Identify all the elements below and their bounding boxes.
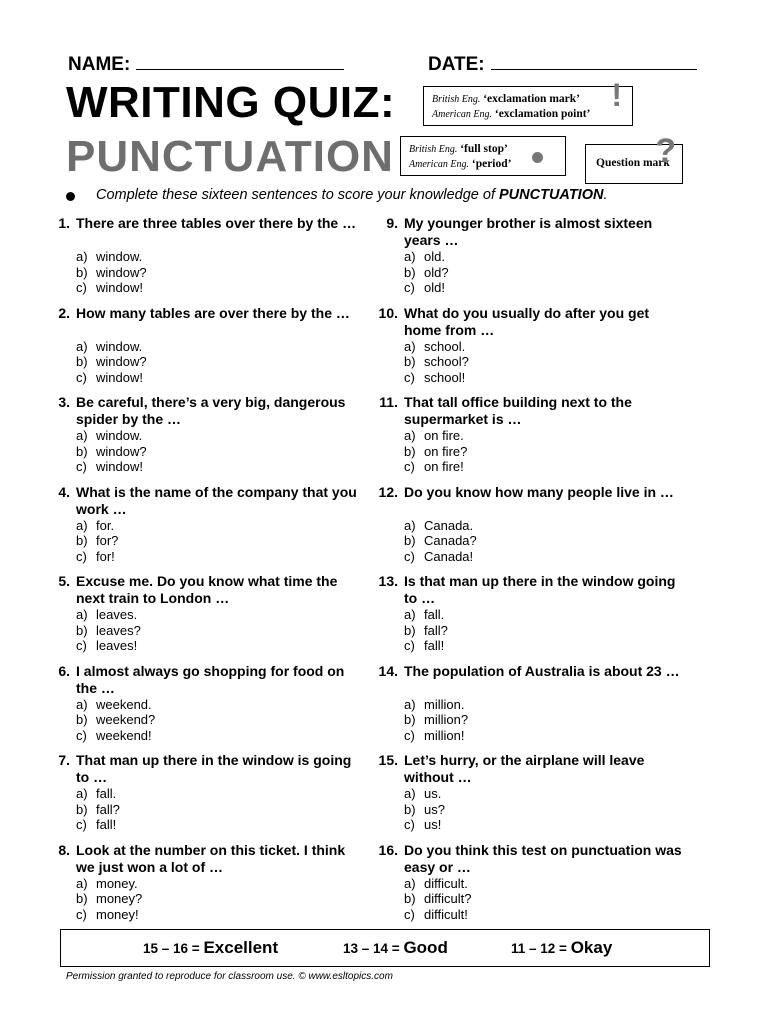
date-blank[interactable]	[491, 52, 697, 70]
option-text: window!	[96, 459, 143, 474]
score-label: Good	[403, 938, 448, 957]
score-excellent	[143, 938, 278, 958]
option-letter: c)	[76, 369, 87, 385]
answer-option[interactable]	[404, 891, 471, 907]
answer-option[interactable]	[404, 817, 445, 833]
footer-permission: Permission granted to reproduce for classroom use. © www.esltopics.com	[66, 971, 393, 982]
option-text: weekend!	[96, 727, 152, 743]
question-stem: The population of Australia is about 23 …	[404, 662, 680, 679]
answer-option[interactable]	[76, 339, 147, 355]
question-number: 10.	[378, 304, 398, 321]
british-prefix: British Eng.	[409, 144, 458, 155]
question-stem: Excuse me. Do you know what time the next train to London …	[76, 573, 338, 606]
score-label: Okay	[570, 938, 613, 957]
question-number: 11.	[379, 394, 398, 410]
question-number: 13.	[378, 573, 398, 589]
page-title: WRITING QUIZ:	[66, 78, 396, 127]
answer-option[interactable]	[404, 444, 467, 460]
score-okay	[511, 938, 612, 958]
option-letter: b)	[404, 533, 416, 548]
exclamation-info-box	[423, 77, 633, 126]
answer-option[interactable]	[76, 459, 147, 475]
answer-option[interactable]	[76, 518, 118, 534]
option-letter: c)	[404, 548, 415, 564]
option-text: us!	[424, 817, 442, 832]
british-prefix: British Eng.	[432, 94, 481, 105]
option-text: fall?	[96, 801, 120, 817]
answer-option[interactable]	[404, 786, 445, 802]
option-text: difficult.	[424, 875, 468, 891]
answer-option[interactable]	[76, 786, 120, 802]
answer-option[interactable]	[404, 370, 469, 386]
score-good	[343, 938, 448, 958]
option-text: school!	[424, 369, 466, 385]
option-letter: c)	[404, 906, 415, 922]
option-text: difficult?	[424, 891, 472, 906]
question-number: 3.	[58, 394, 70, 410]
option-letter: b)	[404, 354, 416, 369]
question-number: 14.	[378, 662, 398, 679]
british-term: ‘exclamation mark’	[483, 93, 580, 105]
answer-option[interactable]	[404, 638, 448, 654]
option-text: fall.	[424, 607, 445, 622]
option-letter: a)	[404, 786, 416, 801]
answer-option[interactable]	[404, 265, 449, 281]
question-number: 4.	[58, 483, 70, 500]
score-range: 13 – 14 =	[343, 941, 400, 956]
option-letter: a)	[404, 607, 416, 622]
question-number: 15.	[378, 752, 398, 768]
option-letter: b)	[404, 264, 416, 280]
option-text: window!	[96, 280, 143, 295]
option-text: window?	[96, 443, 147, 459]
answer-option[interactable]	[76, 354, 147, 370]
answer-option[interactable]	[404, 249, 449, 265]
answer-options	[76, 518, 118, 565]
option-text: window.	[96, 428, 143, 443]
question-number: 12.	[378, 483, 398, 500]
option-letter: b)	[76, 891, 88, 906]
answer-options	[404, 786, 445, 833]
american-prefix: American Eng.	[432, 109, 492, 120]
answer-option[interactable]	[76, 802, 120, 818]
option-text: window.	[96, 249, 143, 264]
question-stem: What is the name of the company that you work …	[76, 483, 357, 517]
option-letter: c)	[76, 280, 87, 295]
option-text: window!	[96, 369, 143, 385]
answer-option[interactable]	[76, 607, 141, 623]
answer-option[interactable]	[76, 623, 141, 639]
question-stem: My younger brother is almost sixteen years …	[404, 215, 653, 248]
option-text: fall.	[96, 786, 117, 801]
option-text: million.	[424, 696, 465, 712]
answer-option[interactable]	[404, 339, 469, 355]
answer-option[interactable]	[404, 354, 469, 370]
period-dot-icon	[532, 152, 543, 163]
option-text: on fire!	[424, 459, 464, 474]
option-text: window.	[96, 338, 143, 354]
question-stem: Be careful, there’s a very big, dangerous spider by the …	[76, 394, 346, 427]
answer-options	[404, 428, 467, 475]
option-letter: a)	[76, 696, 88, 712]
question-stem: Let’s hurry, or the airplane will leave without …	[404, 752, 645, 785]
option-text: money.	[96, 875, 138, 891]
question-stem: What do you usually do after you get home from …	[404, 304, 650, 338]
option-text: old!	[424, 280, 445, 295]
question-number: 1.	[58, 215, 70, 231]
option-text: leaves.	[96, 607, 138, 622]
question-number: 9.	[386, 215, 398, 231]
option-text: for.	[96, 517, 115, 533]
score-range: 11 – 12 =	[511, 941, 567, 956]
option-letter: c)	[404, 459, 415, 474]
option-letter: c)	[404, 280, 415, 295]
question-stem: That tall office building next to the supermarket is …	[404, 394, 632, 427]
answer-options	[76, 786, 120, 833]
answer-options	[76, 697, 155, 744]
option-letter: a)	[76, 786, 88, 801]
answer-option[interactable]	[404, 712, 468, 728]
answer-option[interactable]	[404, 280, 449, 296]
american-term: ‘period’	[471, 158, 512, 170]
question-number: 6.	[58, 662, 70, 679]
option-text: weekend?	[96, 712, 156, 727]
answer-option[interactable]	[404, 518, 477, 534]
answer-option[interactable]	[76, 370, 147, 386]
answer-option[interactable]	[404, 533, 477, 549]
option-text: money?	[96, 891, 143, 906]
option-text: fall!	[96, 817, 117, 832]
option-letter: a)	[404, 696, 416, 712]
option-letter: c)	[76, 459, 87, 474]
option-letter: c)	[76, 638, 87, 653]
question-number: 2.	[58, 304, 70, 321]
answer-option[interactable]	[76, 533, 118, 549]
option-letter: a)	[404, 338, 416, 354]
instruction-text: Complete these sixteen sentences to score your knowledge of	[96, 187, 495, 203]
bullet-icon	[66, 192, 75, 201]
option-letter: a)	[76, 249, 88, 264]
option-letter: a)	[404, 875, 416, 891]
score-label: Excellent	[203, 938, 279, 957]
answer-options	[404, 607, 448, 654]
instruction-emphasis: PUNCTUATION	[499, 187, 604, 203]
american-prefix: American Eng.	[409, 159, 469, 170]
option-letter: c)	[76, 906, 87, 922]
option-letter: b)	[76, 264, 88, 280]
question-stem: Is that man up there in the window going to …	[404, 573, 676, 606]
answer-option[interactable]	[404, 623, 448, 639]
option-letter: a)	[76, 607, 88, 622]
answer-option[interactable]	[76, 428, 147, 444]
option-text: weekend.	[96, 696, 152, 712]
option-letter: b)	[76, 801, 88, 817]
answer-option[interactable]	[76, 265, 147, 281]
answer-option[interactable]	[76, 444, 147, 460]
option-letter: b)	[404, 443, 416, 459]
option-text: difficult!	[424, 906, 468, 922]
answer-options	[404, 339, 469, 386]
option-letter: b)	[404, 891, 416, 906]
answer-option[interactable]	[404, 607, 448, 623]
answer-option[interactable]	[404, 876, 471, 892]
option-text: Canada.	[424, 517, 474, 533]
option-letter: a)	[76, 428, 88, 443]
answer-option[interactable]	[76, 549, 118, 565]
option-text: window?	[96, 264, 147, 280]
option-letter: c)	[76, 727, 87, 743]
option-letter: b)	[404, 712, 416, 727]
question-number: 7.	[58, 752, 70, 768]
answer-option[interactable]	[76, 697, 155, 713]
option-text: fall!	[424, 638, 445, 653]
option-text: old.	[424, 249, 445, 264]
option-text: leaves!	[96, 638, 138, 653]
british-term: ‘full stop’	[460, 143, 508, 155]
answer-options	[404, 518, 477, 565]
option-text: school.	[424, 338, 466, 354]
answer-option[interactable]	[404, 549, 477, 565]
score-box	[60, 929, 710, 967]
question-stem: Look at the number on this ticket. I think we just won a lot of …	[76, 841, 346, 875]
date-field	[428, 52, 697, 76]
answer-options	[76, 876, 142, 923]
name-label: NAME:	[68, 54, 131, 75]
score-range: 15 – 16 =	[143, 941, 200, 956]
question-stem: Do you know how many people live in …	[404, 483, 674, 500]
answer-options	[76, 428, 147, 475]
answer-option[interactable]	[76, 876, 142, 892]
option-letter: b)	[76, 622, 88, 638]
name-blank[interactable]	[136, 52, 344, 70]
question-stem: How many tables are over there by the …	[76, 304, 350, 321]
option-text: on fire.	[424, 428, 464, 443]
answer-option[interactable]	[404, 907, 471, 923]
question-number: 16.	[378, 841, 398, 858]
option-letter: c)	[404, 727, 415, 743]
option-letter: a)	[404, 249, 416, 264]
answer-option[interactable]	[76, 907, 142, 923]
option-letter: c)	[404, 369, 415, 385]
instruction-end: .	[603, 187, 608, 203]
answer-option[interactable]	[76, 817, 120, 833]
option-letter: b)	[76, 443, 88, 459]
answer-options	[404, 876, 471, 923]
option-text: million?	[424, 712, 469, 727]
answer-option[interactable]	[404, 459, 467, 475]
american-term: ‘exclamation point’	[494, 108, 591, 120]
question-number: 5.	[58, 573, 70, 589]
exclamation-mark-icon: !	[611, 77, 622, 113]
answer-option[interactable]	[76, 891, 142, 907]
question-stem: I almost always go shopping for food on the …	[76, 662, 345, 696]
answer-options	[76, 339, 147, 386]
option-letter: b)	[76, 533, 88, 548]
question-stem: Do you think this test on punctuation was easy or …	[404, 841, 682, 875]
option-text: Canada?	[424, 533, 477, 548]
option-letter: a)	[76, 875, 88, 891]
option-text: on fire?	[424, 443, 468, 459]
option-text: us.	[424, 786, 442, 801]
option-letter: a)	[404, 428, 416, 443]
answer-option[interactable]	[404, 428, 467, 444]
instruction	[96, 187, 608, 203]
answer-option[interactable]	[76, 728, 155, 744]
answer-option[interactable]	[404, 728, 468, 744]
page-subtitle: PUNCTUATION	[66, 132, 394, 181]
option-text: school?	[424, 354, 469, 369]
date-label: DATE:	[428, 54, 485, 75]
full-stop-info-box	[400, 136, 566, 176]
option-letter: b)	[404, 622, 416, 638]
answer-options	[404, 697, 468, 744]
answer-options	[76, 249, 147, 296]
option-letter: b)	[76, 712, 88, 727]
option-text: Canada!	[424, 548, 474, 564]
option-letter: b)	[404, 801, 416, 817]
answer-options	[404, 249, 449, 296]
question-stem: That man up there in the window is going to …	[76, 752, 352, 785]
answer-option[interactable]	[76, 280, 147, 296]
option-text: for!	[96, 548, 115, 564]
option-letter: c)	[76, 817, 87, 832]
answer-option[interactable]	[404, 802, 445, 818]
answer-option[interactable]	[76, 638, 141, 654]
option-text: us?	[424, 801, 445, 817]
option-letter: b)	[76, 354, 88, 369]
option-letter: a)	[76, 517, 88, 533]
option-letter: c)	[404, 817, 415, 832]
answer-option[interactable]	[404, 697, 468, 713]
answer-option[interactable]	[76, 712, 155, 728]
option-text: money!	[96, 906, 139, 922]
answer-option[interactable]	[76, 249, 147, 265]
option-text: leaves?	[96, 622, 141, 638]
question-number: 8.	[58, 841, 70, 858]
question-mark-label: Question mark	[596, 157, 670, 169]
option-text: fall?	[424, 622, 448, 638]
option-letter: c)	[76, 548, 87, 564]
option-text: window?	[96, 354, 147, 369]
question-mark-icon: ?	[655, 132, 676, 170]
option-text: million!	[424, 727, 465, 743]
option-letter: a)	[76, 338, 88, 354]
question-stem: There are three tables over there by the …	[76, 215, 357, 231]
option-text: old?	[424, 264, 449, 280]
option-text: for?	[96, 533, 119, 548]
question-mark-info-box	[585, 132, 683, 184]
option-letter: c)	[404, 638, 415, 653]
answer-options	[76, 607, 141, 654]
option-letter: a)	[404, 517, 416, 533]
name-field	[68, 52, 344, 76]
